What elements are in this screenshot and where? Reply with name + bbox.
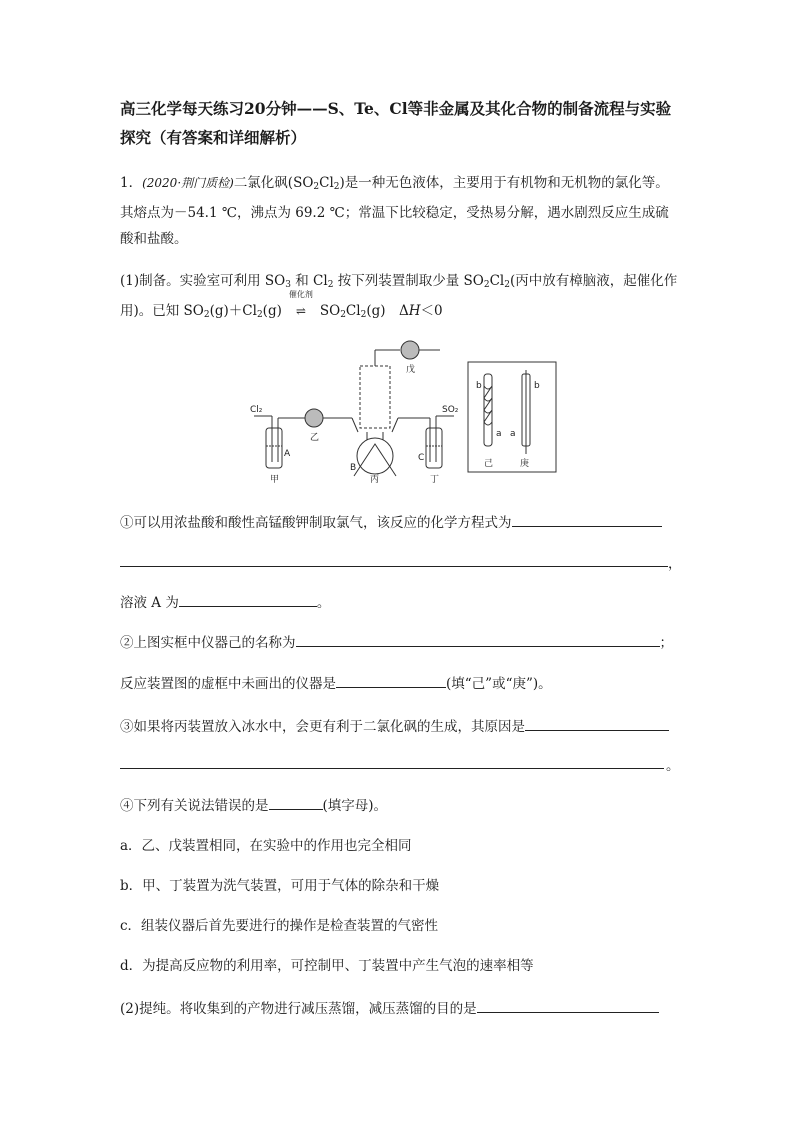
option-c: c．组装仪器后首先要进行的操作是检查装置的气密性 [120, 918, 439, 934]
apparatus-diagram [240, 336, 570, 486]
subscript: 2 [327, 280, 334, 290]
question-text: 。 [316, 595, 331, 611]
label-B: B [350, 463, 357, 473]
option-d: d．为提高反应物的利用率，可控制甲、丁装置中产生气泡的速率相等 [120, 958, 534, 974]
question-text: ③如果将丙装置放入冰水中，会更有利于二氯化砜的生成，其原因是 [120, 719, 525, 735]
enthalpy-symbol: H [408, 303, 421, 319]
question-number: 1． [120, 175, 143, 191]
label-a1: a [496, 429, 502, 439]
subscript: 2 [256, 310, 263, 320]
question-text: ④下列有关说法错误的是 [120, 798, 269, 814]
question-1-4 [120, 795, 387, 816]
bottle-jia [266, 428, 282, 468]
question-1-intro [120, 170, 680, 252]
part-text: SO [319, 303, 341, 319]
instrument-box [468, 362, 556, 472]
answer-blank[interactable] [120, 768, 664, 769]
part-1-intro: (1)制备。实验室可利用 $SO_3$ 和 $Cl_2$ 按下列装置制取少量 $SO_2Cl_2$(丙中放有樟脑液，起催化作用)。已知 $SO_2(g)+Cl_2(g)$ 催化剂 ⇌ $SO_2Cl_2(g)$ ΔH＜0 [120, 268, 680, 328]
label-ji: 己 [484, 459, 494, 469]
period: 。 [666, 758, 680, 774]
question-part-2 [120, 998, 659, 1019]
label-b1: b [476, 381, 482, 391]
label-jia: 甲 [270, 475, 280, 485]
part-text: (g)＋Cl [209, 303, 257, 319]
drying-tube-yi [305, 409, 323, 427]
question-text: ②上图实框中仪器己的名称为 [120, 635, 296, 651]
intro-text: Cl [319, 175, 334, 191]
part-text: Cl [489, 273, 505, 289]
label-a2: a [510, 429, 516, 439]
label-yi: 乙 [310, 433, 320, 443]
question-1-2b [120, 673, 552, 694]
subscript: 2 [313, 182, 320, 192]
part-text: (1)制备。实验室可利用 SO [120, 273, 286, 289]
label-b2: b [534, 381, 540, 391]
question-text: ； [659, 635, 673, 651]
subscript: 2 [203, 310, 210, 320]
bottle-ding [426, 428, 442, 468]
part-text: (g) Δ [366, 303, 409, 319]
answer-blank[interactable] [179, 592, 317, 607]
answer-blank[interactable] [477, 998, 659, 1013]
dashed-frame [360, 366, 390, 428]
answer-blank[interactable] [120, 566, 668, 567]
page-title: 高三化学每天练习20分钟——S、Te、Cl等非金属及其化合物的制备流程与实验探究（有答案和详细解析） [120, 99, 672, 147]
label-C: C [418, 453, 425, 463]
question-1-1 [120, 512, 662, 533]
subscript: 2 [340, 310, 346, 320]
answer-blank[interactable] [525, 716, 669, 731]
label-bing: 丙 [370, 475, 380, 485]
intro-text: )是一种无色液体，主要用于有机物和无机物的氯化等。其熔点为－54.1 ℃，沸点为 69.2 ℃；常温下比较稳定，受热易分解，遇水剧烈反应生成硫酸和盐酸。 [120, 175, 669, 247]
intro-text: 二氯化砜(SO [233, 175, 314, 191]
label-so2: SO₂ [442, 405, 459, 415]
question-1-2 [120, 632, 673, 653]
option-b: b．甲、丁装置为洗气装置，可用于气体的除杂和干燥 [120, 878, 440, 894]
question-text: (填字母)。 [322, 798, 388, 814]
answer-blank[interactable] [512, 512, 662, 527]
reaction-arrow: 催化剂 ⇌ [282, 298, 320, 324]
question-source: (2020·荆门质检) [142, 176, 234, 190]
option-a: a．乙、戊装置相同，在实验中的作用也完全相同 [120, 838, 412, 854]
question-text: 反应装置图的虚框中未画出的仪器是 [120, 676, 336, 692]
drying-tube-wu [401, 341, 419, 359]
question-text: 溶液 A 为 [120, 595, 179, 611]
label-ding: 丁 [430, 475, 440, 485]
part-text: (g) [262, 303, 282, 319]
subscript: 2 [483, 280, 490, 290]
label-wu: 戊 [406, 365, 416, 375]
subscript: 2 [504, 280, 510, 290]
answer-blank[interactable] [336, 673, 446, 688]
question-1-3 [120, 716, 669, 737]
question-text: (2)提纯。将收集到的产物进行减压蒸馏，减压蒸馏的目的是 [120, 1001, 477, 1017]
part-text: (丙中放有樟脑液，起催化作用)。已知 SO [120, 273, 678, 319]
part-text: ＜0 [420, 303, 443, 319]
answer-blank[interactable] [296, 632, 660, 647]
label-A: A [284, 449, 291, 459]
label-geng: 庚 [520, 459, 530, 469]
part-text: Cl [345, 303, 361, 319]
question-text: ①可以用浓盐酸和酸性高锰酸钾制取氯气，该反应的化学方程式为 [120, 515, 512, 531]
instrument-ji [484, 374, 492, 446]
comma: ， [668, 556, 682, 572]
part-text: 和 Cl [290, 273, 328, 289]
part-text: 按下列装置制取少量 SO [333, 273, 484, 289]
label-cl2: Cl₂ [250, 405, 263, 415]
answer-blank[interactable] [269, 795, 323, 810]
subscript: 2 [360, 310, 367, 320]
solution-a-line [120, 592, 330, 613]
subscript: 2 [333, 182, 340, 192]
catalyst-label: 催化剂 [288, 290, 313, 299]
question-text: (填“己”或“庚”)。 [446, 676, 552, 692]
